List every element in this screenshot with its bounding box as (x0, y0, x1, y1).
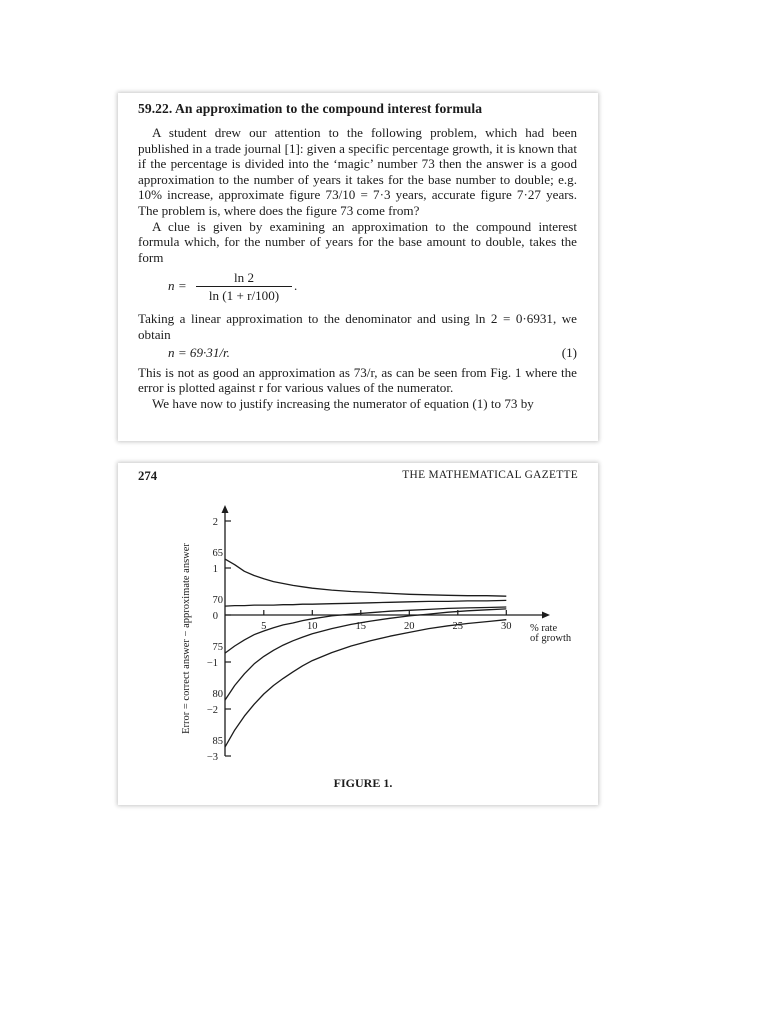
y-tick-label: −1 (206, 658, 218, 669)
article-page-bottom (118, 463, 598, 805)
y-tick-label: 2 (212, 517, 218, 528)
page-number: 274 (138, 469, 158, 483)
journal-name: THE MATHEMATICAL GAZETTE (402, 469, 578, 481)
doubling-time-formula (138, 267, 577, 307)
curve-label-80: 80 (212, 689, 223, 701)
curve-label-75: 75 (212, 642, 223, 654)
paragraph-linear-approx: Taking a linear approximation to the denominator and using ln 2 = 0·6931, we obtain (138, 311, 577, 342)
curve-label-70: 70 (212, 595, 223, 607)
paragraph-problem: A student drew our attention to the following problem, which had been published in a trade journal [1]: given a specific percentage growth, it is known that if the percentage is divided into the ‘magic’ number 73 then the answer is a good approximation to the number of years it takes for the base number to double; e.g. 10% increase, approximate figure 73/10 = 7·3 years, accurate figure 7·27 years. The problem is, where does the figure 73 come from? (138, 125, 577, 218)
formula-end-mark: . (294, 278, 298, 294)
figure-1-chart (118, 463, 598, 805)
equation-1-tag: (1) (561, 344, 577, 360)
fraction-bar (196, 286, 292, 287)
x-tick-label: 25 (452, 621, 464, 632)
y-tick-label: 1 (212, 564, 218, 575)
chart-curves (225, 559, 506, 747)
paragraph-comparison: This is not as good an approximation as 73/r, as can be seen from Fig. 1 where the error is plotted against r for various values of the numerator. (138, 364, 577, 396)
curve-label-65: 65 (212, 548, 223, 560)
curve-85 (225, 620, 506, 747)
x-tick-label: 20 (404, 621, 415, 632)
equation-1-body: n = 69·31/r. (168, 344, 230, 360)
x-axis-label: % rate (530, 623, 558, 634)
article-title: 59.22. An approximation to the compound interest formula (138, 101, 483, 116)
y-tick-label: −2 (206, 705, 218, 716)
x-tick-label: 30 (501, 621, 512, 632)
y-axis-arrow (222, 505, 229, 513)
paragraph-clue: A clue is given by examining an approximation to the compound interest formula which, for the number of years for the base amount to double, takes the form (138, 218, 577, 265)
x-tick-label: 10 (307, 621, 318, 632)
article-page-top (118, 93, 598, 441)
formula-denominator: ln (1 + r/100) (208, 288, 280, 304)
y-axis-label: Error = correct answer − approximate answer (181, 543, 192, 734)
figure-caption: FIGURE 1. (333, 776, 393, 790)
y-tick-label: 0 (212, 611, 218, 622)
formula-fraction (196, 270, 292, 303)
x-tick-label: 15 (355, 621, 367, 632)
formula-lhs: n = (168, 278, 187, 294)
formula-numerator: ln 2 (233, 270, 254, 286)
x-axis-label: of growth (530, 633, 572, 644)
curve-70 (225, 600, 506, 606)
curve-65 (225, 559, 506, 596)
curve-label-85: 85 (212, 736, 223, 748)
x-axis-arrow (542, 612, 550, 619)
y-tick-label: −3 (206, 752, 218, 763)
x-tick-label: 5 (261, 621, 267, 632)
paragraph-continuation: We have now to justify increasing the numerator of equation (1) to 73 by (152, 395, 534, 411)
equation-1 (138, 344, 577, 363)
